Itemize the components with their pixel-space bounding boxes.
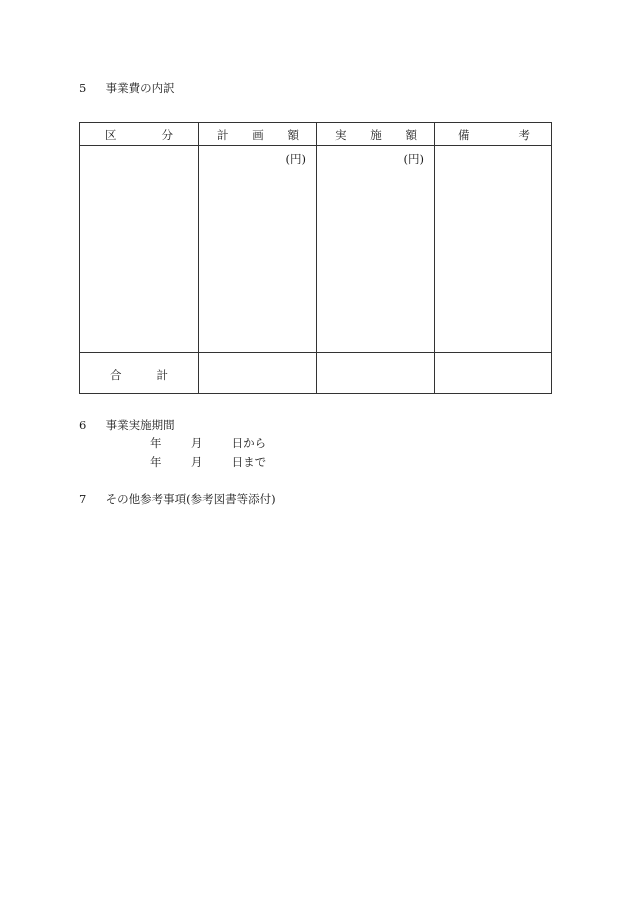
section-6-heading bbox=[79, 417, 175, 433]
period-end-line bbox=[150, 454, 266, 470]
section-6-title: 事業実施期間 bbox=[105, 418, 175, 432]
planned-amount-cell[interactable] bbox=[199, 167, 316, 352]
actual-amount-unit: (円) bbox=[403, 152, 424, 166]
expense-breakdown-table bbox=[79, 122, 552, 394]
section-5-number: 5 bbox=[79, 81, 87, 95]
end-year: 年 bbox=[150, 455, 162, 469]
planned-amount-unit: (円) bbox=[285, 152, 306, 166]
section-7-title: その他参考事項(参考図書等添付) bbox=[105, 492, 276, 506]
section-5-title: 事業費の内訳 bbox=[105, 81, 175, 95]
section-7-heading bbox=[79, 491, 276, 507]
section-7-number: 7 bbox=[79, 492, 87, 506]
total-label: 合 計 bbox=[110, 368, 168, 382]
category-cell[interactable] bbox=[80, 146, 198, 352]
end-month: 月 bbox=[190, 455, 203, 469]
start-day: 日から bbox=[231, 436, 267, 450]
section-6-number: 6 bbox=[79, 418, 87, 432]
header-remarks: 備 考 bbox=[458, 128, 530, 142]
total-remarks-cell[interactable] bbox=[435, 353, 551, 393]
header-actual-amount: 実 施 額 bbox=[335, 128, 417, 142]
start-month: 月 bbox=[190, 436, 203, 450]
total-actual-cell[interactable] bbox=[317, 353, 434, 393]
header-category: 区 分 bbox=[105, 128, 173, 142]
total-planned-cell[interactable] bbox=[199, 353, 316, 393]
header-planned-amount: 計 画 額 bbox=[217, 128, 299, 142]
start-year: 年 bbox=[150, 436, 162, 450]
section-5-heading bbox=[79, 80, 175, 96]
end-day: 日まで bbox=[231, 455, 267, 469]
remarks-cell[interactable] bbox=[435, 146, 551, 352]
period-start-line bbox=[150, 435, 266, 451]
actual-amount-cell[interactable] bbox=[317, 167, 434, 352]
